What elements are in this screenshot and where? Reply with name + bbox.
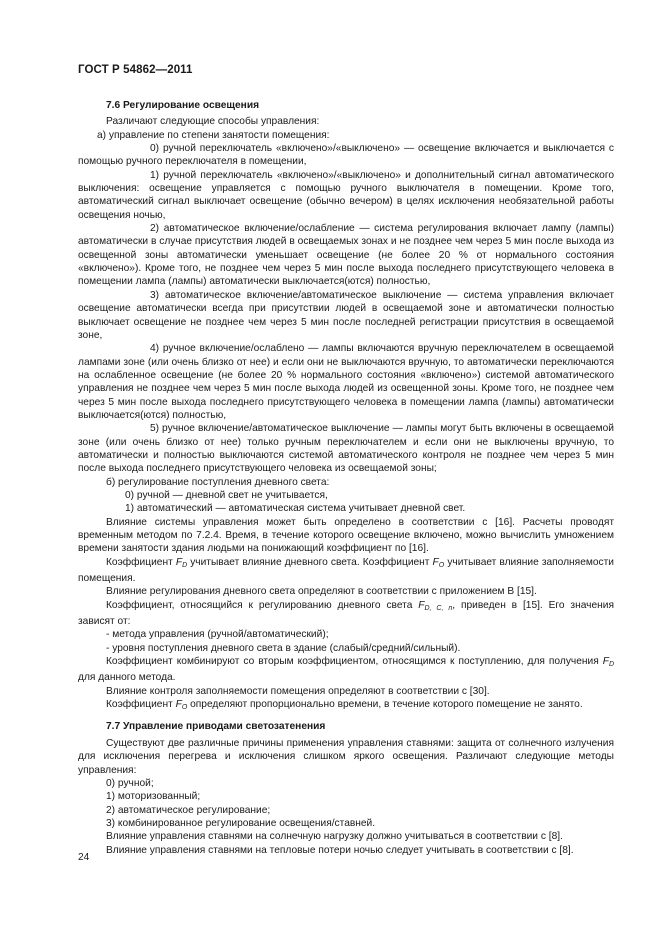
list-item: 3) комбинированное регулирование освещения/ставней. <box>106 817 376 829</box>
list-item: 1) автоматический — автоматическая система учитывает дневной свет. <box>125 503 466 515</box>
paragraph: Влияние управления ставнями на тепловые потери ночью следует учитывать в соответствии с [8]. <box>106 844 574 856</box>
list-item: 5) ручное включение/автоматическое выключение — лампы могут быть включены в освещаемой зоне (или очень близко от нее) только ручным переключателем и если они не выключены вручную, то автоматически и полностью выключаются системой автоматического контроля не позднее чем через 5 мин после выхода последнего присутствующего человека из освещаемой зоны; <box>78 423 614 475</box>
section-7-6-title: 7.6 Регулирование освещения <box>106 100 260 111</box>
paragraph: Коэффициент $F_D$ учитывает влияние дневного света. Коэффициент $F_O$ учитывает влияние заполняемости помещения. <box>78 556 614 585</box>
list-item: 1) ручной переключатель «включено»/«выключено» и дополнительный сигнал автоматического выключения: освещение управляется с помощью ручного выключателя в помещении. Кроме того, автоматический сигнал выключает освещение (обычно вечером) в целях исключения необязательной работы освещения ночью, <box>78 169 614 221</box>
paragraph: Влияние системы управления может быть определено в соответствии с [16]. Расчеты проводят временным методом по 7.2.4. Время, в течение которого освещение включено, можно вычислить умножением времени занятости здания людьми на понижающий коэффициент по [16]. <box>78 516 614 555</box>
list-item: 4) ручное включение/ослаблено — лампы включаются вручную переключателем в освещаемой лампами зоне (или очень близко от нее) и если они не выключаются вручную, то автоматически переключаются на ослабленное освещение (не более 20 % нормального состояния «включено») системой автоматического управления не позднее чем через 5 мин после выхода людей из освещенной зоны. Кроме того, не позднее чем через 5 мин после выхода последнего присутствующего человека в помещении лампа (лампы) автоматически выключается(ются) полностью, <box>78 343 614 421</box>
paragraph: Влияние управления ставнями на солнечную нагрузку должно учитываться в соответствии с [8]. <box>106 831 563 843</box>
paragraph: Влияние регулирования дневного света определяют в соответствии с приложением В [15]. <box>106 586 537 598</box>
list-item: - метода управления (ручной/автоматический); <box>106 629 329 641</box>
paragraph: Коэффициент, относящийся к регулированию дневного света $F_{D, C, n}$, приведен в [15]. Его значения зависят от: <box>78 599 614 628</box>
document-body <box>78 93 614 857</box>
paragraph: Коэффициент комбинируют со вторым коэффициентом, относящимся к поступлению, для получения $F_D$ для данного метода. <box>78 656 614 684</box>
list-item: 3) автоматическое включение/автоматическое выключение — система управления включает освещение автоматически всегда при присутствии людей в освещаемой зоне и автоматически полностью выключает освещение не позднее чем через 5 мин после последней регистрации присутствия в освещаемой зоне, <box>78 289 614 341</box>
section-7-7-title: 7.7 Управление приводами светозатенения <box>106 721 326 733</box>
list-item: 2) автоматическое включение/ослабление — система регулирования включает лампу (лампы) автоматически в случае присутствия людей в освещаемых зонах и не позднее чем через 5 мин после выхода из освещенной зоны автоматически уменьшает освещение (не более 20 % от нормального состояния «включено»). Кроме того, не позднее чем через 5 мин после выхода последнего присутствующего человека в помещении лампа (лампы) автоматически выключается(ются) полностью, <box>78 223 614 288</box>
list-item: - уровня поступления дневного света в здание (слабый/средний/сильный). <box>106 642 461 654</box>
list-item: б) регулирование поступления дневного света: <box>106 476 330 488</box>
paragraph: Существуют две различные причины применения управления ставнями: защита от солнечного излучения для исключения перегрева и исключения слишком яркого освещения. Различают следующие методы управления: <box>78 737 614 776</box>
list-item: 2) автоматическое регулирование; <box>106 804 271 816</box>
list-item: 1) моторизованный; <box>106 791 201 803</box>
standard-header: ГОСТ Р 54862—2011 <box>78 64 193 76</box>
list-item: а) управление по степени занятости помещения: <box>97 129 330 141</box>
list-item: 0) ручной — дневной свет не учитывается, <box>125 489 328 501</box>
page-number: 24 <box>78 852 90 863</box>
list-item: 0) ручной; <box>106 777 154 789</box>
paragraph: Влияние контроля заполняемости помещения определяют в соответствии с [30]. <box>106 685 490 697</box>
list-item: 0) ручной переключатель «включено»/«выключено» — освещение включается и выключается с помощью ручного переключателя в помещении, <box>78 143 614 168</box>
paragraph: Различают следующие способы управления: <box>106 116 320 128</box>
paragraph: Коэффициент $F_O$ определяют пропорционально времени, в течение которого помещение не занято. <box>106 699 583 712</box>
